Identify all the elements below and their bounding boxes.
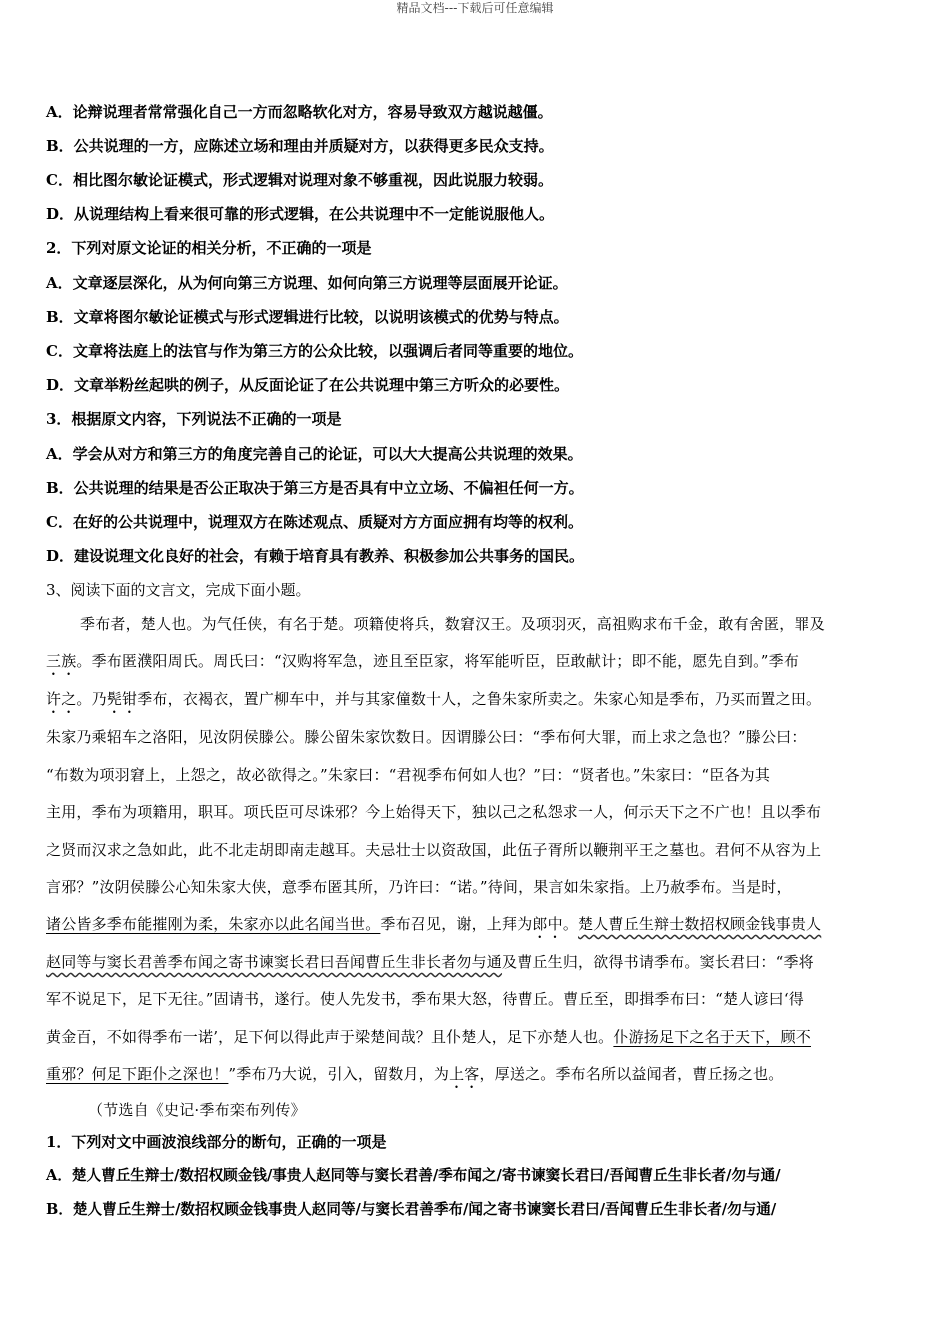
q2-option-d: D．文章举粉丝起哄的例子，从反面论证了在公共说理中第三方听众的必要性。 <box>46 376 570 394</box>
q3-option-d: D．建设说理文化良好的社会，有赖于培育具有教养、积极参加公共事务的国民。 <box>46 547 585 565</box>
page-header: 精品文档---下载后可任意编辑 <box>396 1 554 15</box>
underlined-sentence: 仆游扬足下之名于天下，顾不 <box>613 1028 811 1046</box>
passage-text: 。季布匿濮阳周氏。周氏曰：“汉购将军急，迹且至臣家，将军能听臣，臣敢献计；即不能，愿先自到。”季布 <box>76 652 800 670</box>
underlined-sentence: 诸公皆多季布能摧刚为柔，朱家亦以此名闻当世。 <box>46 915 381 933</box>
passage-text: 黄金百，不如得季布一诺’，足下何以得此声于梁楚间哉？且仆楚人，足下亦楚人也。 <box>46 1028 614 1046</box>
passage-line-1: 季布者，楚人也。为气任侠，有名于楚。项籍使将兵，数窘汉王。及项羽灭，高祖购求布千金，敢有舍匿，罪及 <box>80 615 825 633</box>
passage-text: 。 <box>562 915 579 933</box>
underlined-sentence: 重邪？何足下距仆之深也！ <box>46 1065 229 1083</box>
q2-option-c: C．文章将法庭上的法官与作为第三方的公众比较，以强调后者同等重要的地位。 <box>46 342 583 360</box>
passage-line-6: 主用，季布为项籍用，职耳。项氏臣可尽诛邪？今上始得天下，独以己之私怨求一人，何示天下之不广也！且以季布 <box>46 803 822 821</box>
dotted-term: 三族 <box>46 652 77 670</box>
passage-text: ”季布乃大说，引入，留数月，为 <box>228 1065 450 1083</box>
q2-stem: 2．下列对原文论证的相关分析，不正确的一项是 <box>46 239 372 257</box>
q2-option-b: B．文章将图尔敏论证模式与形式逻辑进行比较，以说明该模式的优势与特点。 <box>46 308 569 326</box>
passage-text: 季布，衣褐衣，置广柳车中，并与其家僮数十人，之鲁朱家所卖之。朱家心知是季布，乃买而置之田。 <box>137 690 822 708</box>
passage-line-13 <box>46 1064 908 1092</box>
passage-line-10 <box>46 952 908 972</box>
q3-option-c: C．在好的公共说理中，说理双方在陈述观点、质疑对方方面应拥有均等的权利。 <box>46 513 583 531</box>
q2-option-a: A．文章逐层深化，从为何向第三方说理、如何向第三方说理等层面展开论证。 <box>46 274 568 292</box>
passage-line-5: “布数为项羽窘上，上怨之，故必欲得之。”朱家曰：“君视季布何如人也？”曰：“贤者也。”朱家曰：“臣各为其 <box>46 766 771 784</box>
passage-text: 及曹丘生归，欲得书请季布。窦长君曰：“季将 <box>502 953 814 971</box>
dotted-term: 髡钳 <box>106 690 138 708</box>
q3-stem: 3．根据原文内容，下列说法不正确的一项是 <box>46 410 342 428</box>
dotted-term: 郎中 <box>532 915 563 933</box>
q1-option-d: D．从说理结构上看来很可靠的形式逻辑，在公共说理中不一定能说服他人。 <box>46 205 555 223</box>
q1-option-b: B．公共说理的一方，应陈述立场和理由并质疑对方，以获得更多民众支持。 <box>46 137 554 155</box>
passage-text: 。乃 <box>76 690 107 708</box>
section-title: 3、阅读下面的文言文，完成下面小题。 <box>46 581 311 599</box>
dotted-term: 许之 <box>46 690 77 708</box>
wavy-underlined-text: 楚人曹丘生辩士数招权顾金钱事贵人 <box>578 915 822 933</box>
wenyan-q1-stem: 1．下列对文中画波浪线部分的断句，正确的一项是 <box>46 1133 387 1151</box>
passage-line-2 <box>46 651 908 679</box>
passage-line-7: 之贤而汉求之急如此，此不北走胡即南走越耳。夫忌壮士以资敌国，此伍子胥所以鞭荆平王之墓也。君何不从容为上 <box>46 841 822 859</box>
q3-option-a: A．学会从对方和第三方的角度完善自己的论证，可以大大提高公共说理的效果。 <box>46 445 583 463</box>
wavy-underlined-text: 赵同等与窦长君善季布闻之寄书谏窦长君曰吾闻曹丘生非长者勿与通 <box>46 953 503 971</box>
wenyan-q1-option-b: B．楚人曹丘生辩士/数招权顾金钱事贵人赵同等/与窦长君善季布/闻之寄书谏窦长君曰/吾闻曹丘生非长者/勿与通/ <box>46 1201 777 1218</box>
passage-line-8: 言邪？”汝阴侯滕公心知朱家大侠，意季布匿其所，乃许曰：“诺。”待间，果言如朱家指。上乃赦季布。当是时， <box>46 878 792 896</box>
passage-line-11: 军不说足下，足下无往。”固请书，遂行。使人先发书，季布果大怒，待曹丘。曹丘至，即揖季布曰：“楚人谚曰‘得 <box>46 990 805 1008</box>
q1-option-c: C．相比图尔敏论证模式，形式逻辑对说理对象不够重视，因此说服力较弱。 <box>46 171 553 189</box>
passage-line-4: 朱家乃乘轺车之洛阳，见汝阴侯滕公。滕公留朱家饮数日。因谓滕公曰：“季布何大罪，而上求之急也？”滕公曰： <box>46 728 807 746</box>
dotted-term: 上客 <box>449 1065 480 1083</box>
passage-line-12 <box>46 1027 908 1047</box>
q1-option-a: A．论辩说理者常常强化自己一方而忽略软化对方，容易导致双方越说越僵。 <box>46 103 553 121</box>
passage-source: （节选自《史记·季布栾布列传》 <box>88 1101 306 1119</box>
passage-line-3 <box>46 689 908 717</box>
passage-text: ，厚送之。季布名所以益闻者，曹丘扬之也。 <box>479 1065 784 1083</box>
q3-option-b: B．公共说理的结果是否公正取决于第三方是否具有中立立场、不偏袒任何一方。 <box>46 479 584 497</box>
wenyan-q1-option-a: A．楚人曹丘生辩士/数招权顾金钱/事贵人赵同等与窦长君善/季布闻之/寄书谏窦长君曰/吾闻曹丘生非长者/勿与通/ <box>46 1167 781 1184</box>
passage-text: 季布召见，谢，上拜为 <box>380 915 533 933</box>
passage-line-9 <box>46 914 908 942</box>
